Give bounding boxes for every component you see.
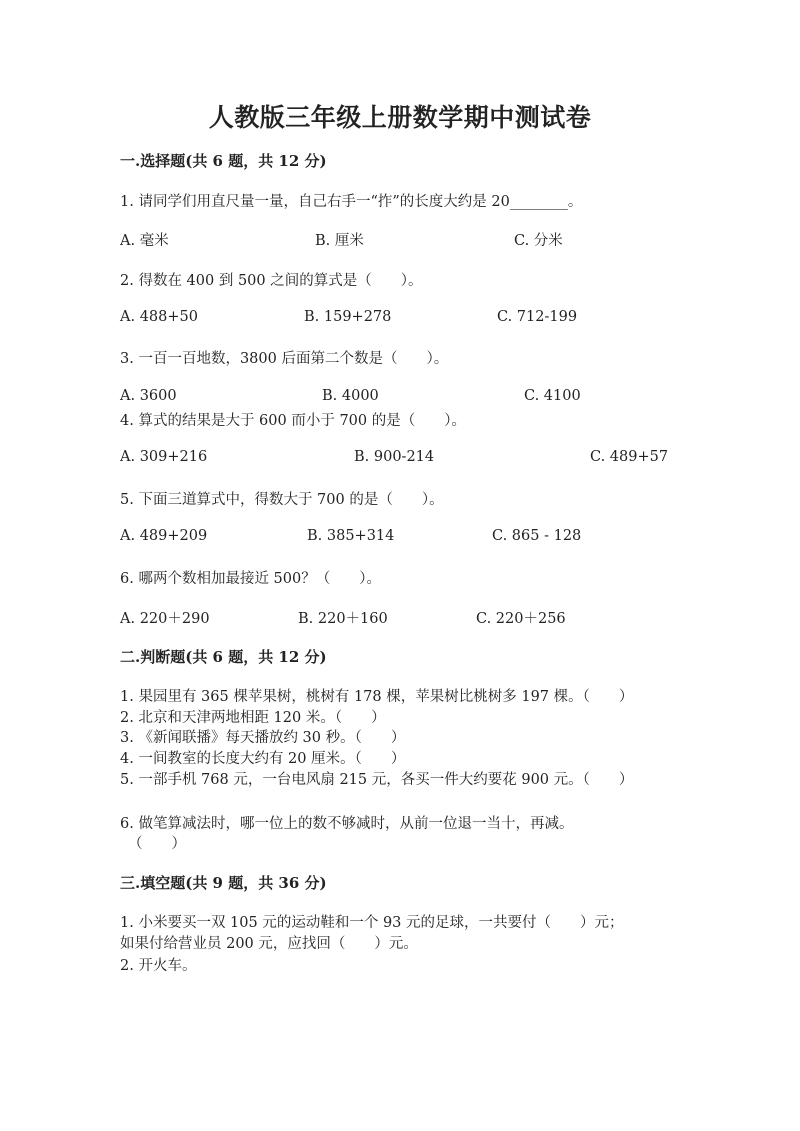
- option-a: A. 309+216: [120, 449, 208, 465]
- section-heading-choice: 一.选择题(共 6 题，共 12 分): [120, 152, 327, 170]
- option-c: C. 865 - 128: [492, 528, 582, 544]
- option-b: B. 厘米: [315, 233, 364, 249]
- question-text: 2. 得数在 400 到 500 之间的算式是（ ）。: [120, 273, 423, 289]
- option-b: B. 159+278: [304, 309, 392, 325]
- judgement-item: 6. 做笔算减法时，哪一位上的数不够减时，从前一位退一当十，再减。: [120, 816, 574, 832]
- option-c: C. 712-199: [497, 309, 578, 325]
- option-a: A. 220＋290: [120, 611, 210, 627]
- judgement-item: 3. 《新闻联播》每天播放约 30 秒。（ ）: [120, 730, 406, 746]
- question-text: 1. 请同学们用直尺量一量，自己右手一“拃”的长度大约是 20________。: [120, 194, 583, 210]
- fill-item: 2. 开火车。: [120, 958, 197, 974]
- option-b: B. 220＋160: [298, 611, 388, 627]
- question-text: 6. 哪两个数相加最接近 500？（ ）。: [120, 571, 381, 587]
- option-b: B. 900-214: [354, 449, 435, 465]
- section-heading-fill: 三.填空题(共 9 题，共 36 分): [120, 874, 327, 892]
- judgement-item: 5. 一部手机 768 元，一台电风扇 215 元，各买一件大约要花 900 元。（ ）: [120, 772, 634, 788]
- option-a: A. 488+50: [120, 309, 198, 325]
- option-a: A. 毫米: [120, 233, 169, 249]
- judgement-item: 1. 果园里有 365 棵苹果树，桃树有 178 棵，苹果树比桃树多 197 棵。（ ）: [120, 689, 634, 705]
- question-text: 5. 下面三道算式中，得数大于 700 的是（ ）。: [120, 492, 444, 508]
- option-c: C. 489+57: [590, 449, 669, 465]
- option-c: C. 分米: [514, 233, 563, 249]
- judgement-item: 4. 一间教室的长度大约有 20 厘米。（ ）: [120, 751, 406, 767]
- option-c: C. 220＋256: [476, 611, 566, 627]
- section-heading-judgement: 二.判断题(共 6 题，共 12 分): [120, 648, 327, 666]
- question-text: 3. 一百一百地数，3800 后面第二个数是（ ）。: [120, 351, 449, 367]
- option-a: A. 3600: [120, 388, 177, 404]
- option-b: B. 385+314: [307, 528, 395, 544]
- fill-item: 1. 小米要买一双 105 元的运动鞋和一个 93 元的足球，一共要付（ ）元；: [120, 915, 624, 931]
- option-c: C. 4100: [524, 388, 581, 404]
- option-b: B. 4000: [322, 388, 379, 404]
- option-a: A. 489+209: [120, 528, 208, 544]
- exam-title: 人教版三年级上册数学期中测试卷: [208, 103, 592, 132]
- judgement-answer-blank: （ ）: [128, 836, 186, 852]
- fill-item-continued: 如果付给营业员 200 元，应找回（ ）元。: [120, 936, 418, 952]
- judgement-item: 2. 北京和天津两地相距 120 米。（ ）: [120, 710, 386, 726]
- question-text: 4. 算式的结果是大于 600 而小于 700 的是（ ）。: [120, 413, 466, 429]
